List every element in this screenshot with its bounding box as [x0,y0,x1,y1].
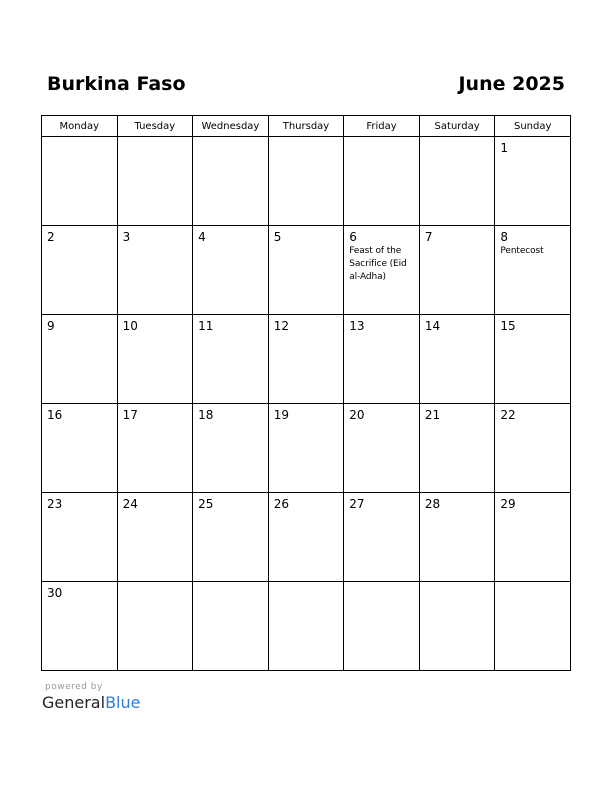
calendar-day-cell [344,404,420,493]
calendar-day-cell [344,226,420,315]
calendar-day-cell [419,493,495,582]
calendar-day-cell [344,137,420,226]
day-number: 24 [122,497,138,511]
day-number: 27 [349,497,365,511]
calendar-day-cell [419,315,495,404]
calendar-day-cell [117,404,193,493]
calendar-day-cell [419,226,495,315]
calendar-day-cell [419,137,495,226]
day-number: 12 [273,319,289,333]
brand-blue-text: Blue [105,693,141,712]
calendar-month-title: June 2025 [458,73,565,95]
calendar-day-cell [193,226,269,315]
day-number: 16 [47,408,63,422]
holiday-label: Feast of the Sacrifice (Eid al-Adha) [349,246,407,282]
day-number: 17 [122,408,138,422]
calendar-day-cell [419,582,495,671]
day-number: 21 [424,408,441,422]
calendar-day-cell [419,404,495,493]
weekday-header-tuesday: Tuesday [117,116,193,137]
weekday-header-wednesday: Wednesday [193,116,269,137]
day-number: 22 [500,408,516,422]
holiday-label: Pentecost [500,246,544,256]
day-number: 20 [349,408,365,422]
day-number: 15 [500,319,516,333]
day-number: 9 [47,319,55,333]
calendar-day-cell [495,404,571,493]
day-number: 19 [273,408,289,422]
calendar-day-cell [42,582,118,671]
calendar-day-cell [117,226,193,315]
calendar-day-cell [42,493,118,582]
generalblue-logo[interactable] [42,693,140,713]
calendar-day-cell [117,315,193,404]
weekday-header-monday: Monday [42,116,118,137]
day-number: 28 [424,497,441,511]
weekday-header-friday: Friday [344,116,420,137]
day-number: 3 [122,230,131,244]
calendar-day-cell [117,493,193,582]
day-number: 2 [47,230,55,244]
weekday-header-saturday: Saturday [419,116,495,137]
calendar-week-row [42,315,571,404]
calendar-day-cell [344,582,420,671]
calendar-week-row [42,493,571,582]
day-number: 7 [424,230,433,244]
calendar-day-cell [495,315,571,404]
weekday-header-sunday: Sunday [495,116,571,137]
calendar-day-cell [193,404,269,493]
calendar-day-cell [268,493,344,582]
calendar-day-cell [42,226,118,315]
day-number: 14 [424,319,441,333]
calendar-day-cell [268,137,344,226]
day-number: 11 [198,319,214,333]
day-number: 8 [500,230,509,244]
calendar-day-cell [495,582,571,671]
calendar-day-cell [42,137,118,226]
calendar-week-row [42,582,571,671]
calendar-day-cell [193,137,269,226]
day-number: 18 [198,408,214,422]
calendar-day-cell [117,137,193,226]
calendar-day-cell [344,493,420,582]
calendar-grid [41,115,571,671]
brand-general-text: General [42,693,106,712]
calendar-day-cell [495,137,571,226]
calendar-day-cell [268,404,344,493]
calendar-body [42,137,571,671]
powered-by-label: powered by [45,682,103,692]
calendar-day-cell [117,582,193,671]
calendar-day-cell [193,582,269,671]
calendar-day-cell [268,582,344,671]
calendar-week-row [42,404,571,493]
weekday-header-row [42,116,571,137]
calendar-day-cell [193,493,269,582]
calendar-day-cell [42,315,118,404]
day-number: 13 [349,319,365,333]
day-number: 25 [198,497,214,511]
calendar-day-cell [193,315,269,404]
day-number: 29 [500,497,516,511]
calendar-country-title: Burkina Faso [47,73,186,95]
day-number: 30 [47,586,63,600]
weekday-header-thursday: Thursday [268,116,344,137]
day-number: 1 [500,141,509,155]
day-number: 4 [198,230,206,244]
calendar-day-cell [495,226,571,315]
day-number: 5 [273,230,282,244]
calendar-week-row [42,226,571,315]
day-number: 6 [349,230,357,244]
calendar-day-cell [42,404,118,493]
calendar-day-cell [495,493,571,582]
day-number: 26 [273,497,289,511]
day-number: 23 [47,497,63,511]
calendar-day-cell [268,226,344,315]
calendar-week-row [42,137,571,226]
calendar-day-cell [344,315,420,404]
calendar-day-cell [268,315,344,404]
day-number: 10 [122,319,138,333]
